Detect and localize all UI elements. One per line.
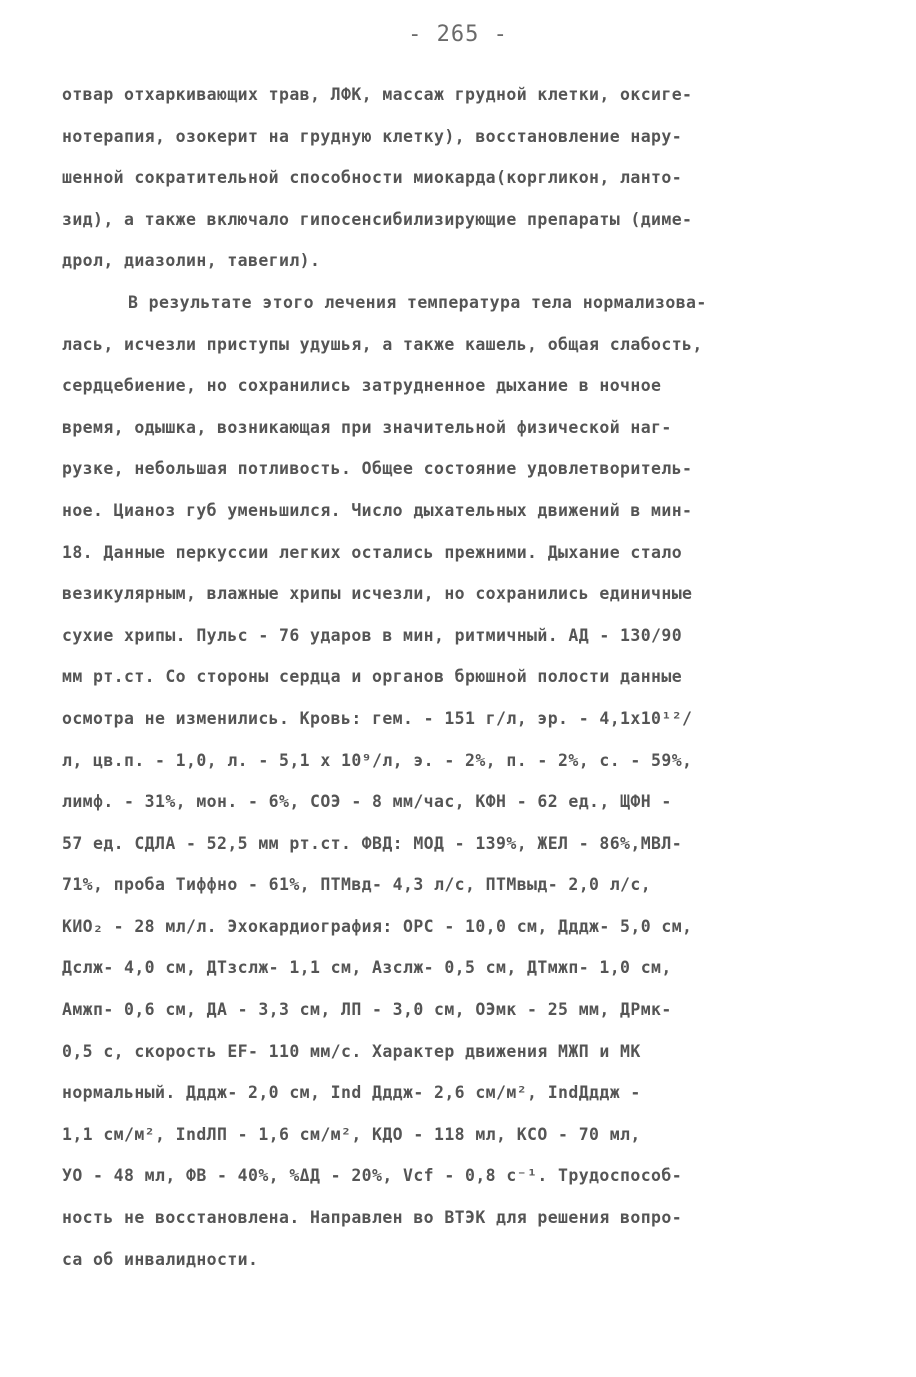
text-line: везикулярным, влажные хрипы исчезли, но сохранились единичные [62, 584, 693, 604]
text-line: 71%, проба Тиффно - 61%, ПТМвд- 4,3 л/с, ПТМвыд- 2,0 л/с, [62, 875, 652, 895]
text-line: Амжп- 0,6 см, ДА - 3,3 см, ЛП - 3,0 см, ОЭмк - 25 мм, ДРмк- [62, 1000, 672, 1020]
text-line: 1,1 см/м², IndЛП - 1,6 см/м², КДО - 118 мл, КСО - 70 мл, [62, 1124, 641, 1144]
text-line: дрол, диазолин, тавегил). [62, 251, 321, 271]
text-line: сухие хрипы. Пульс - 76 ударов в мин, ритмичный. АД - 130/90 [62, 625, 683, 645]
text-line: ное. Цианоз губ уменьшился. Число дыхательных движений в мин- [62, 500, 693, 520]
body-text [62, 74, 862, 1280]
text-line: сердцебиение, но сохранились затрудненное дыхание в ночное [62, 376, 662, 396]
text-line: Дслж- 4,0 см, ДТзслж- 1,1 см, Азслж- 0,5 см, ДТмжп- 1,0 см, [62, 958, 672, 978]
text-line: зид), а также включало гипосенсибилизирующие препараты (диме- [62, 209, 693, 229]
page-number: - 265 - [408, 22, 508, 47]
text-line: осмотра не изменились. Кровь: гем. - 151 г/л, эр. - 4,1х10¹²/ [62, 708, 693, 728]
text-line: 0,5 с, скорость EF- 110 мм/с. Характер движения МЖП и МК [62, 1041, 641, 1061]
text-line: УО - 48 мл, ФВ - 40%, %ΔД - 20%, Vcf - 0,8 с⁻¹. Трудоспособ- [62, 1166, 683, 1186]
text-line: КИО₂ - 28 мл/л. Эхокардиография: ОРС - 10,0 см, Дддж- 5,0 см, [62, 916, 693, 936]
text-line: нормальный. Дддж- 2,0 см, Ind Дддж- 2,6 см/м², IndДддж - [62, 1083, 641, 1103]
text-line: са об инвалидности. [62, 1249, 259, 1269]
text-line: 18. Данные перкуссии легких остались прежними. Дыхание стало [62, 542, 683, 562]
text-line: ность не восстановлена. Направлен во ВТЭК для решения вопро- [62, 1208, 683, 1228]
text-line: 57 ед. СДЛА - 52,5 мм рт.ст. ФВД: МОД - 139%, ЖЕЛ - 86%,МВЛ- [62, 833, 683, 853]
text-line: лимф. - 31%, мон. - 6%, СОЭ - 8 мм/час, КФН - 62 ед., ЩФН - [62, 792, 672, 812]
text-line: время, одышка, возникающая при значительной физической наг- [62, 417, 672, 437]
text-line: лась, исчезли приступы удушья, а также кашель, общая слабость, [62, 334, 703, 354]
text-line: шенной сократительной способности миокарда(коргликон, ланто- [62, 168, 683, 188]
text-line: рузке, небольшая потливость. Общее состояние удовлетворитель- [62, 459, 693, 479]
text-line: нотерапия, озокерит на грудную клетку), восстановление нару- [62, 126, 683, 146]
paragraph-start-line: В результате этого лечения температура тела нормализова- [128, 292, 707, 312]
text-line: л, цв.п. - 1,0, л. - 5,1 х 10⁹/л, э. - 2%, п. - 2%, с. - 59%, [62, 750, 693, 770]
text-line: мм рт.ст. Со стороны сердца и органов брюшной полости данные [62, 667, 683, 687]
text-line: отвар отхаркивающих трав, ЛФК, массаж грудной клетки, оксиге- [62, 85, 693, 104]
